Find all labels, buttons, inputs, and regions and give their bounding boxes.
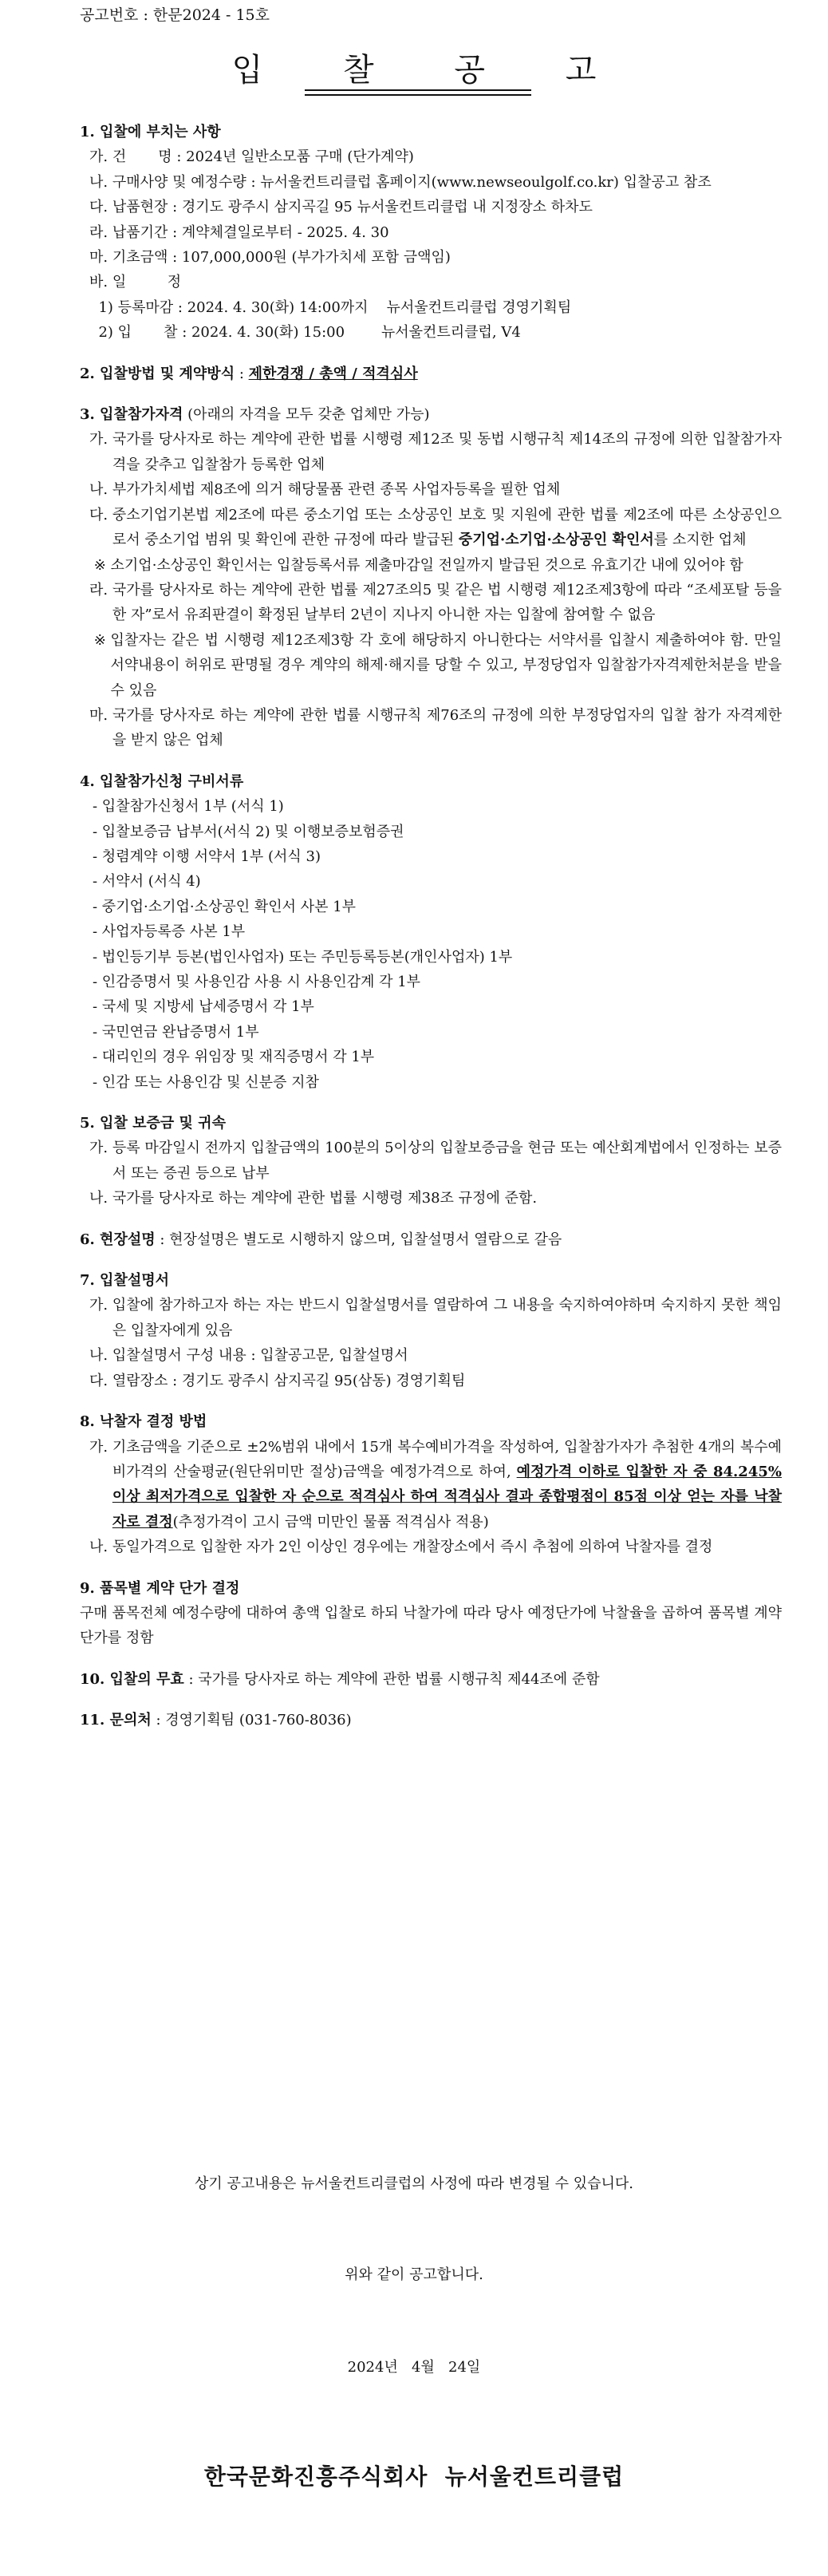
item-text: 입 찰 : 2024. 4. 30(화) 15:00 뉴서울컨트리클럽, V4 <box>117 324 521 342</box>
list-item: - 대리인의 경우 위임장 및 재직증명서 각 1부 <box>93 1049 375 1066</box>
item <box>80 195 782 219</box>
item-text: : 2024년 일반소모품 구매 (단가계약) <box>172 148 414 166</box>
item-marker: 나. <box>89 1347 112 1365</box>
item <box>80 144 782 169</box>
item-text: 등록 마감일시 전까지 입찰금액의 100분의 5이상의 입찰보증금을 현금 또는 예산회계법에서 인정하는 보증서 또는 증권 등으로 납부 <box>112 1140 782 1182</box>
item-marker: 나. <box>89 1190 112 1207</box>
item-marker: 나. <box>89 173 112 191</box>
sub-item <box>80 320 782 345</box>
section-title: 10. 입찰의 무효 <box>80 1670 184 1688</box>
section-title: 11. 문의처 <box>80 1712 152 1729</box>
list-item: - 입찰보증금 납부서(서식 2) 및 이행보증보험증권 <box>93 823 404 840</box>
item-text: 입찰설명서 구성 내용 : 입찰공고문, 입찰설명서 <box>112 1347 408 1365</box>
item <box>80 503 782 553</box>
item-text: (추정가격이 고시 금액 미만인 물품 적격심사 적용) <box>172 1513 489 1531</box>
note-marker: ※ <box>89 556 111 574</box>
item-text: 납품기간 : 계약체결일로부터 - 2025. 4. 30 <box>112 223 389 241</box>
item-text: 일 정 <box>112 274 182 291</box>
item <box>80 1535 782 1559</box>
section-4 <box>80 769 782 1095</box>
section-2 <box>80 362 782 386</box>
contact-info: : 경영기획팀 (031-760-8036) <box>151 1712 352 1729</box>
item-marker: 나. <box>89 481 112 499</box>
announcement-date: 2024년 4월 24일 <box>347 2359 481 2376</box>
section-text: 구매 품목전체 예정수량에 대하여 총액 입찰로 하되 낙찰가에 따라 당사 예정단가에 낙찰율을 곱하여 품목별 계약 단가를 정함 <box>80 1604 782 1647</box>
item <box>80 477 782 502</box>
item-text: 국가를 당사자로 하는 계약에 관한 법률 시행령 제12조 및 동법 시행규칙 제14조의 규정에 의한 입찰참가자격을 갖추고 입찰참가 등록한 업체 <box>112 431 782 473</box>
section-title: 7. 입찰설명서 <box>80 1272 169 1290</box>
section-8 <box>80 1409 782 1559</box>
item-text: 국가를 당사자로 하는 계약에 관한 법률 제27조의5 및 같은 법 시행령 제12조제3항에 따라 “조세포탈 등을 한 자”로서 유죄판결이 확정된 날부터 2년이 지나지 아니한 자는 입찰에 참여할 수 없음 <box>112 581 782 624</box>
list-item: - 서약서 (서식 4) <box>93 873 201 891</box>
list-item: - 입찰참가신청서 1부 (서식 1) <box>93 798 284 816</box>
list-item: - 청렴계약 이행 서약서 1부 (서식 3) <box>93 847 321 865</box>
contract-method: 제한경쟁 / 총액 / 적격심사 <box>248 365 418 382</box>
list-item: - 국세 및 지방세 납세증명서 각 1부 <box>93 998 314 1016</box>
item <box>80 578 782 628</box>
section-title: 6. 현장설명 <box>80 1231 156 1248</box>
organization-name: 한국문화진흥주식회사 뉴서울컨트리클럽 <box>203 2463 625 2490</box>
item-marker: 가. <box>89 1297 112 1314</box>
item <box>80 170 782 195</box>
section-9 <box>80 1576 782 1651</box>
section-title: 3. 입찰참가자격 <box>80 406 183 424</box>
note-item <box>80 553 782 578</box>
section-10 <box>80 1667 782 1692</box>
item-text: 국가를 당사자로 하는 계약에 관한 법률 시행규칙 제76조의 규정에 의한 부정당업자의 입찰 참가 자격제한을 받지 않은 업체 <box>112 706 782 749</box>
item-text: 부가가치세법 제8조에 의거 해당물품 관련 종목 사업자등록을 필한 업체 <box>112 481 561 499</box>
item-text: 를 소지한 업체 <box>653 531 747 549</box>
item <box>80 1186 782 1211</box>
sub-item <box>80 295 782 320</box>
item-label: 건 명 <box>112 148 172 166</box>
document-body <box>80 120 782 1733</box>
section-text: : 국가를 당사자로 하는 계약에 관한 법률 시행규칙 제44조에 준함 <box>183 1670 600 1688</box>
item-text: 구매사양 및 예정수량 : 뉴서울컨트리클럽 홈페이지(www.newseoulgolf.co.kr) 입찰공고 참조 <box>112 173 712 191</box>
item-marker: 가. <box>89 431 112 448</box>
section-title: 8. 낙찰자 결정 방법 <box>80 1413 207 1431</box>
section-title: 2. 입찰방법 및 계약방식 <box>80 365 235 382</box>
doc-number: 공고번호 : 한문2024 - 15호 <box>80 6 270 24</box>
item-marker: 1) <box>89 298 118 316</box>
item <box>80 220 782 245</box>
list-item: - 국민연금 완납증명서 1부 <box>93 1023 259 1041</box>
item <box>80 245 782 270</box>
document-title: 입 찰 공 고 <box>231 52 632 89</box>
item-marker: 마. <box>89 706 112 724</box>
note-item <box>80 628 782 703</box>
section-6 <box>80 1227 782 1252</box>
section-title: 9. 품목별 계약 단가 결정 <box>80 1579 240 1597</box>
note-text: 소기업·소상공인 확인서는 입찰등록서류 제출마감일 전일까지 발급된 것으로 유효기간 내에 있어야 함 <box>110 556 743 574</box>
item-text: 기초금액 : 107,000,000원 (부가가치세 포함 금액임) <box>112 249 451 267</box>
item-text: 중소기업기본법 제2조에 따른 중소기업 또는 소상공인 보호 및 지원에 관한 법률 제2조에 따른 소상공인으로서 중소기업 범위 및 확인에 관한 규정에 따라 발급된 <box>112 506 782 549</box>
item-marker: 라. <box>89 223 112 241</box>
item-marker: 가. <box>89 148 112 166</box>
document-list <box>80 794 782 1095</box>
section-title: 1. 입찰에 부치는 사항 <box>80 124 221 140</box>
item-marker: 다. <box>89 506 112 523</box>
change-notice: 상기 공고내용은 뉴서울컨트리클럽의 사정에 따라 변경될 수 있습니다. <box>194 2175 634 2192</box>
section-title: 4. 입찰참가신청 구비서류 <box>80 772 244 790</box>
list-item: - 중기업·소기업·소상공인 확인서 사본 1부 <box>93 898 357 915</box>
item <box>80 1136 782 1186</box>
item-text: 입찰에 참가하고자 하는 자는 반드시 입찰설명서를 열람하여 그 내용을 숙지하여야하며 숙지하지 못한 책임은 입찰자에게 있음 <box>112 1297 782 1339</box>
announcement: 위와 같이 공고합니다. <box>345 2266 483 2283</box>
item-marker: 바. <box>89 274 112 291</box>
item-marker: 2) <box>89 324 118 342</box>
item <box>80 1435 782 1535</box>
list-item: - 사업자등록증 사본 1부 <box>93 923 246 941</box>
item <box>80 1369 782 1393</box>
item-text: 열람장소 : 경기도 광주시 삼지곡길 95(삼동) 경영기획팀 <box>112 1372 466 1389</box>
item <box>80 703 782 753</box>
item <box>80 1293 782 1343</box>
item-marker: 라. <box>89 581 112 599</box>
section-colon: : <box>235 365 249 382</box>
section-1 <box>80 120 782 346</box>
title-underline-double <box>305 94 531 96</box>
item <box>80 270 782 294</box>
section-note: (아래의 자격을 모두 갖춘 업체만 가능) <box>183 406 430 424</box>
section-5 <box>80 1111 782 1211</box>
item-marker: 가. <box>89 1438 112 1456</box>
item-marker: 가. <box>89 1140 112 1157</box>
note-text: 입찰자는 같은 법 시행령 제12조제3항 각 호에 해당하지 아니한다는 서약서를 입찰시 제출하여야 함. 만일 서약내용이 허위로 판명될 경우 계약의 해제·해지를 당할 수 있고, 부정당업자 입찰참가자격제한처분을 받을 수 있음 <box>110 631 782 699</box>
section-title: 5. 입찰 보증금 및 귀속 <box>80 1115 226 1132</box>
award-criteria: 예정가격 이하로 입찰한 자 중 84.245%이상 최저가격으로 입찰한 자 순으로 적격심사 하여 적격심사 결과 종합평점이 85점 이상 얻는 자를 낙찰자로 결정 <box>112 1463 782 1531</box>
item <box>80 1343 782 1368</box>
item-text-bold: 중기업·소기업·소상공인 확인서 <box>458 531 654 549</box>
item-marker: 다. <box>89 1372 112 1389</box>
item-marker: 다. <box>89 199 112 216</box>
section-11 <box>80 1708 782 1732</box>
section-text: : 현장설명은 별도로 시행하지 않으며, 입찰설명서 열람으로 갈음 <box>155 1231 562 1248</box>
item-text: 국가를 당사자로 하는 계약에 관한 법률 시행령 제38조 규정에 준함. <box>112 1190 538 1207</box>
title-underline <box>305 89 531 91</box>
list-item: - 인감증명서 및 사용인감 사용 시 사용인감계 각 1부 <box>93 974 421 990</box>
list-item: - 인감 또는 사용인감 및 신분증 지참 <box>93 1073 319 1091</box>
list-item: - 법인등기부 등본(법인사업자) 또는 주민등록등본(개인사업자) 1부 <box>93 948 513 966</box>
item-marker: 나. <box>89 1539 112 1556</box>
item-text: 동일가격으로 입찰한 자가 2인 이상인 경우에는 개찰장소에서 즉시 추첨에 의하여 낙찰자를 결정 <box>112 1539 713 1556</box>
item-marker: 마. <box>89 249 112 267</box>
note-marker: ※ <box>89 631 111 649</box>
item-text: 납품현장 : 경기도 광주시 삼지곡길 95 뉴서울컨트리클럽 내 지정장소 하차도 <box>112 199 593 216</box>
item-text: 등록마감 : 2024. 4. 30(화) 14:00까지 뉴서울컨트리클럽 경영기획팀 <box>117 298 572 316</box>
section-7 <box>80 1268 782 1393</box>
section-3 <box>80 402 782 753</box>
item-text: 기초금액을 기준으로 ±2%범위 내에서 15개 복수예비가격을 작성하여, 입찰참가자가 추첨한 4개의 복수예비가격의 산술평균(원단위미만 절상)금액을 예정가격으로 하여, <box>112 1438 782 1480</box>
item <box>80 427 782 477</box>
